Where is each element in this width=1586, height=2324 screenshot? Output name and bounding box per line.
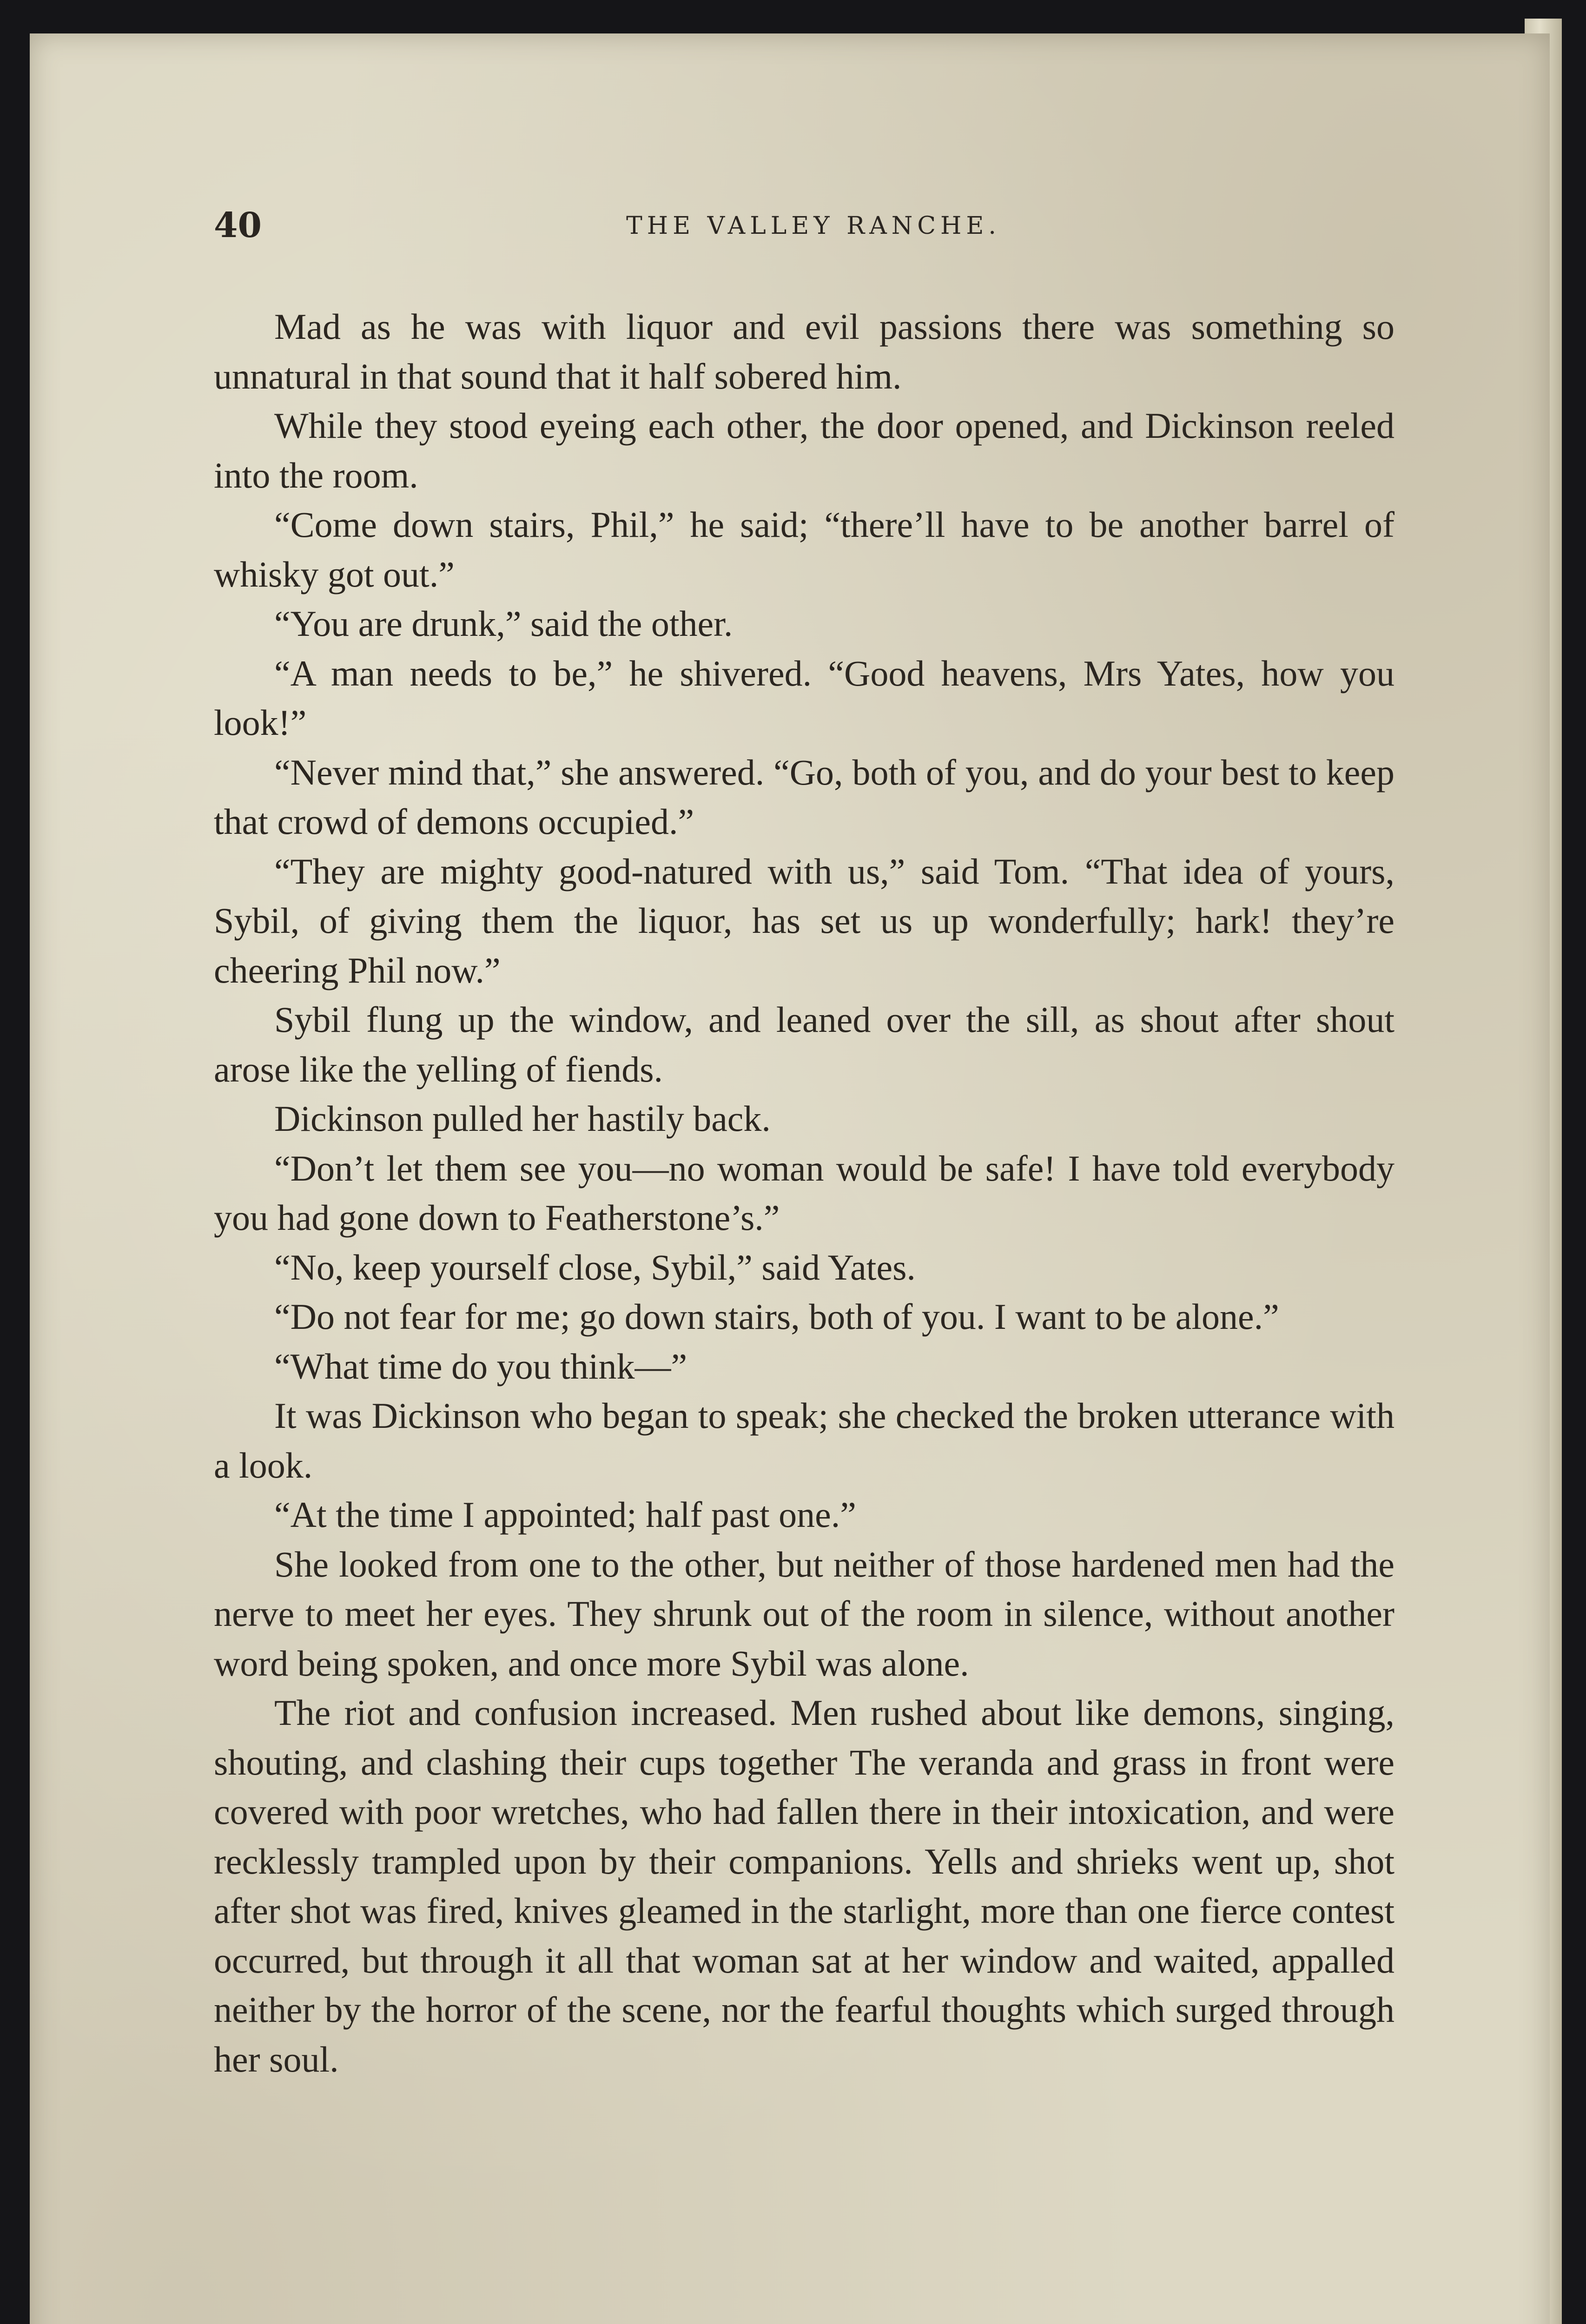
paragraph: The riot and confusion increased. Men rushed about like demons, singing, shouting, and clashing their cups together The veranda and grass in front were covered with poor wretches, who had fallen there in their intoxication, and were recklessly trampled upon by their companions. Yells and shrieks went up, shot after shot was fired, knives gleamed in the starlight, more than one fierce contest occurred, but through it all that woman sat at her window and waited, appalled neither by the horror of the scene, nor the fearful thoughts which surged through her soul. bbox=[214, 1692, 1394, 2080]
body-text bbox=[214, 302, 1394, 2084]
paragraph: Sybil flung up the window, and leaned over the sill, as shout after shout arose like the yelling of fiends. bbox=[214, 999, 1394, 1089]
paragraph: “At the time I appointed; half past one.” bbox=[274, 1494, 856, 1535]
paragraph: “A man needs to be,” he shivered. “Good heavens, Mrs Yates, how you look!” bbox=[214, 653, 1394, 743]
paragraph: Mad as he was with liquor and evil passions there was something so unnatural in that sound that it half sobered him. bbox=[214, 306, 1394, 396]
paragraph: While they stood eyeing each other, the door opened, and Dickinson reeled into the room. bbox=[214, 405, 1394, 495]
paragraph: “No, keep yourself close, Sybil,” said Yates. bbox=[274, 1247, 916, 1287]
paragraph: “You are drunk,” said the other. bbox=[274, 603, 733, 644]
paragraph: “What time do you think—” bbox=[274, 1346, 687, 1386]
paragraph: Dickinson pulled her hastily back. bbox=[274, 1098, 771, 1139]
paragraph: “Come down stairs, Phil,” he said; “there’ll have to be another barrel of whisky got out.” bbox=[214, 504, 1394, 594]
paragraph: It was Dickinson who began to speak; she checked the broken utterance with a look. bbox=[214, 1395, 1394, 1486]
paragraph: “Never mind that,” she answered. “Go, both of you, and do your best to keep that crowd of demons occupied.” bbox=[214, 752, 1394, 842]
paragraph: “Don’t let them see you—no woman would be safe! I have told everybody you had gone down to Featherstone’s.” bbox=[214, 1148, 1394, 1238]
paragraph: She looked from one to the other, but neither of those hardened men had the nerve to meet her eyes. They shrunk out of the room in silence, without another word being spoken, and once more Sybil was alone. bbox=[214, 1544, 1394, 1684]
page-number: 40 bbox=[214, 205, 262, 245]
paragraph: “They are mighty good-natured with us,” said Tom. “That idea of yours, Sybil, of giving them the liquor, has set us up wonderfully; hark! they’re cheering Phil now.” bbox=[214, 851, 1394, 990]
running-title: THE VALLEY RANCHE. bbox=[626, 212, 1001, 240]
paragraph: “Do not fear for me; go down stairs, both of you. I want to be alone.” bbox=[274, 1296, 1279, 1337]
page-header bbox=[214, 205, 1413, 252]
